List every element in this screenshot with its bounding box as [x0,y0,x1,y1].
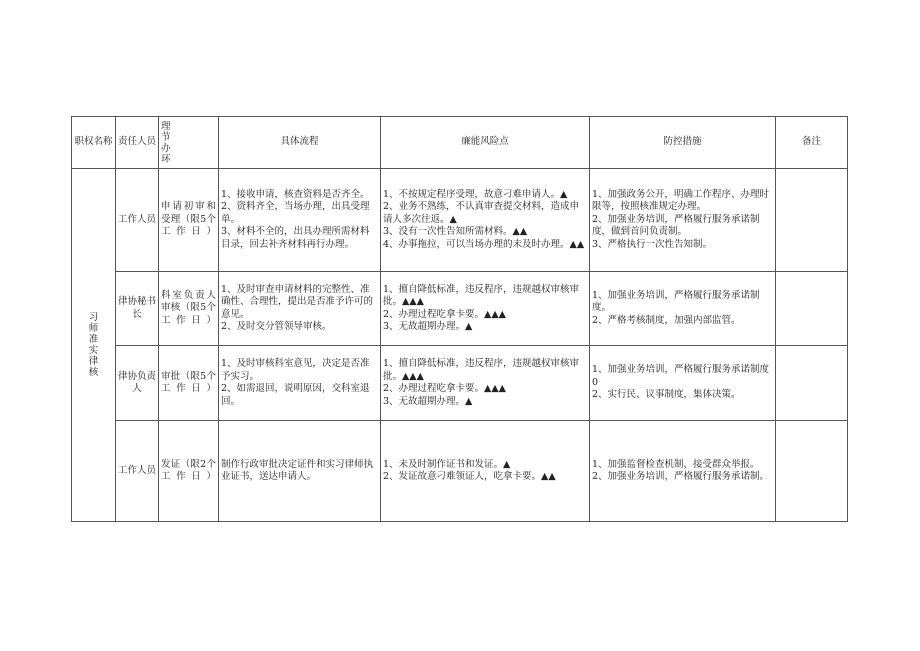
person-cell: 律协秘书长 [116,272,159,346]
risk-item: 2、办理过程吃拿卡要。▲▲▲ [383,308,506,320]
process-item: 1、及时审核科室意见，决定是否准予实习。 [221,358,370,382]
risk-item: 3、没有一次性告知所需材料。▲▲ [383,226,528,238]
risk-item: 2、发证故意刁难领证人，吃拿卡要。▲▲ [383,471,556,482]
person-cell: 律协负责人 [116,346,159,421]
header-step [159,117,219,169]
header-risk-points: 廉能风险点 [381,117,590,169]
remark-cell [776,346,848,421]
risk-item: 2、业务不熟练，不认真审查提交材料，造成申请人多次往返。▲ [383,201,580,225]
risk-item: 4、办事拖拉，可以当场办理的未及时办理。▲▲ [383,238,585,250]
measure-cell [590,421,776,522]
measure-item: 1、加强政务公开，明确工作程序、办理时限等，按照核准规定办理。 [592,188,770,213]
step-cell: 申请初审和受理（限5个工作日） [159,169,219,272]
person-cell: 工作人员 [116,421,159,522]
measure-item: 2、严格考核制度，加强内部监管。 [592,314,741,326]
process-item: 2、及时交分管领导审核。 [221,321,332,332]
risk-cell [381,421,590,522]
measure-cell [590,272,776,346]
risk-item: 1、不按规定程序受理，故意刁难申请人。▲ [383,188,568,200]
process-item: 制作行政审批决定证件和实习律师执业证书，送达申请人。 [221,458,374,482]
measure-cell [590,346,776,421]
measure-item: 3、严格执行一次性告知制。 [592,238,713,250]
measure-cell [590,169,776,272]
table-row [72,272,848,346]
category-cell [72,169,116,522]
process-item: 2、资料齐全，当场办理，出具受理单。 [221,201,370,225]
header-step-text: 理节办环 [161,120,171,165]
header-responsible-person: 责任人员 [116,117,159,169]
person-cell: 工作人员 [116,169,159,272]
remark-cell [776,421,848,522]
header-remarks: 备注 [776,117,848,169]
measure-item: 2、加强业务培训，严格履行服务承诺制。 [592,471,770,482]
header-row [72,117,848,169]
header-process: 具体流程 [219,117,381,169]
header-authority-name: 职权名称 [72,117,116,169]
process-item: 3、材料不全的，出具办理所需材料目录，回去补齐材料再行办理。 [221,226,370,250]
risk-cell [381,169,590,272]
process-cell [219,272,381,346]
risk-item: 1、擅自降低标准，违反程序，违规越权审核审批。▲▲▲ [383,283,580,307]
integrity-risk-table [71,116,848,522]
process-cell [219,346,381,421]
risk-item: 3、无故超期办理。▲ [383,321,473,332]
risk-item: 1、擅自降低标准，违反程序，违规越权审核审批。▲▲▲ [383,358,580,382]
step-cell: 发证（限2个工作日） [159,421,219,522]
measure-item: 2、加强业务培训，严格履行服务承诺制度，做到首问负责制。 [592,213,760,238]
measure-item: 2、实行民、议事制度，集体决策。 [592,389,741,401]
risk-item: 3、无故超期办理。▲ [383,395,473,407]
risk-cell [381,346,590,421]
process-cell [219,421,381,522]
risk-cell [381,272,590,346]
process-item: 1、接收申请，核查资料是否齐全。 [221,188,370,200]
measure-item: 1、加强业务培训，严格履行服务承诺制度0 [592,364,770,388]
table-row [72,346,848,421]
risk-item: 1、未及时制作证书和发证。▲ [383,458,511,470]
measure-item: 1、加强业务培训，严格履行服务承诺制度。 [592,289,760,314]
table-row [72,169,848,272]
category-label: 习师准实律核 [88,312,99,378]
header-measures: 防控措施 [590,117,776,169]
step-cell: 科室负责人审核（限5个工作日） [159,272,219,346]
process-item: 1、及时审查申请材料的完整性、准确性、合理性，提出是否准予许可的意见。 [221,283,374,320]
remark-cell [776,169,848,272]
measure-item: 1、加强监督检查机制，接受群众举报。 [592,458,760,470]
risk-item: 2、办理过程吃拿卡要。▲▲▲ [383,383,506,394]
table-row [72,421,848,522]
remark-cell [776,272,848,346]
step-cell: 审批（限5个工作日） [159,346,219,421]
process-item: 2、如需退回，说明原因，交科室退回。 [221,383,370,407]
process-cell [219,169,381,272]
